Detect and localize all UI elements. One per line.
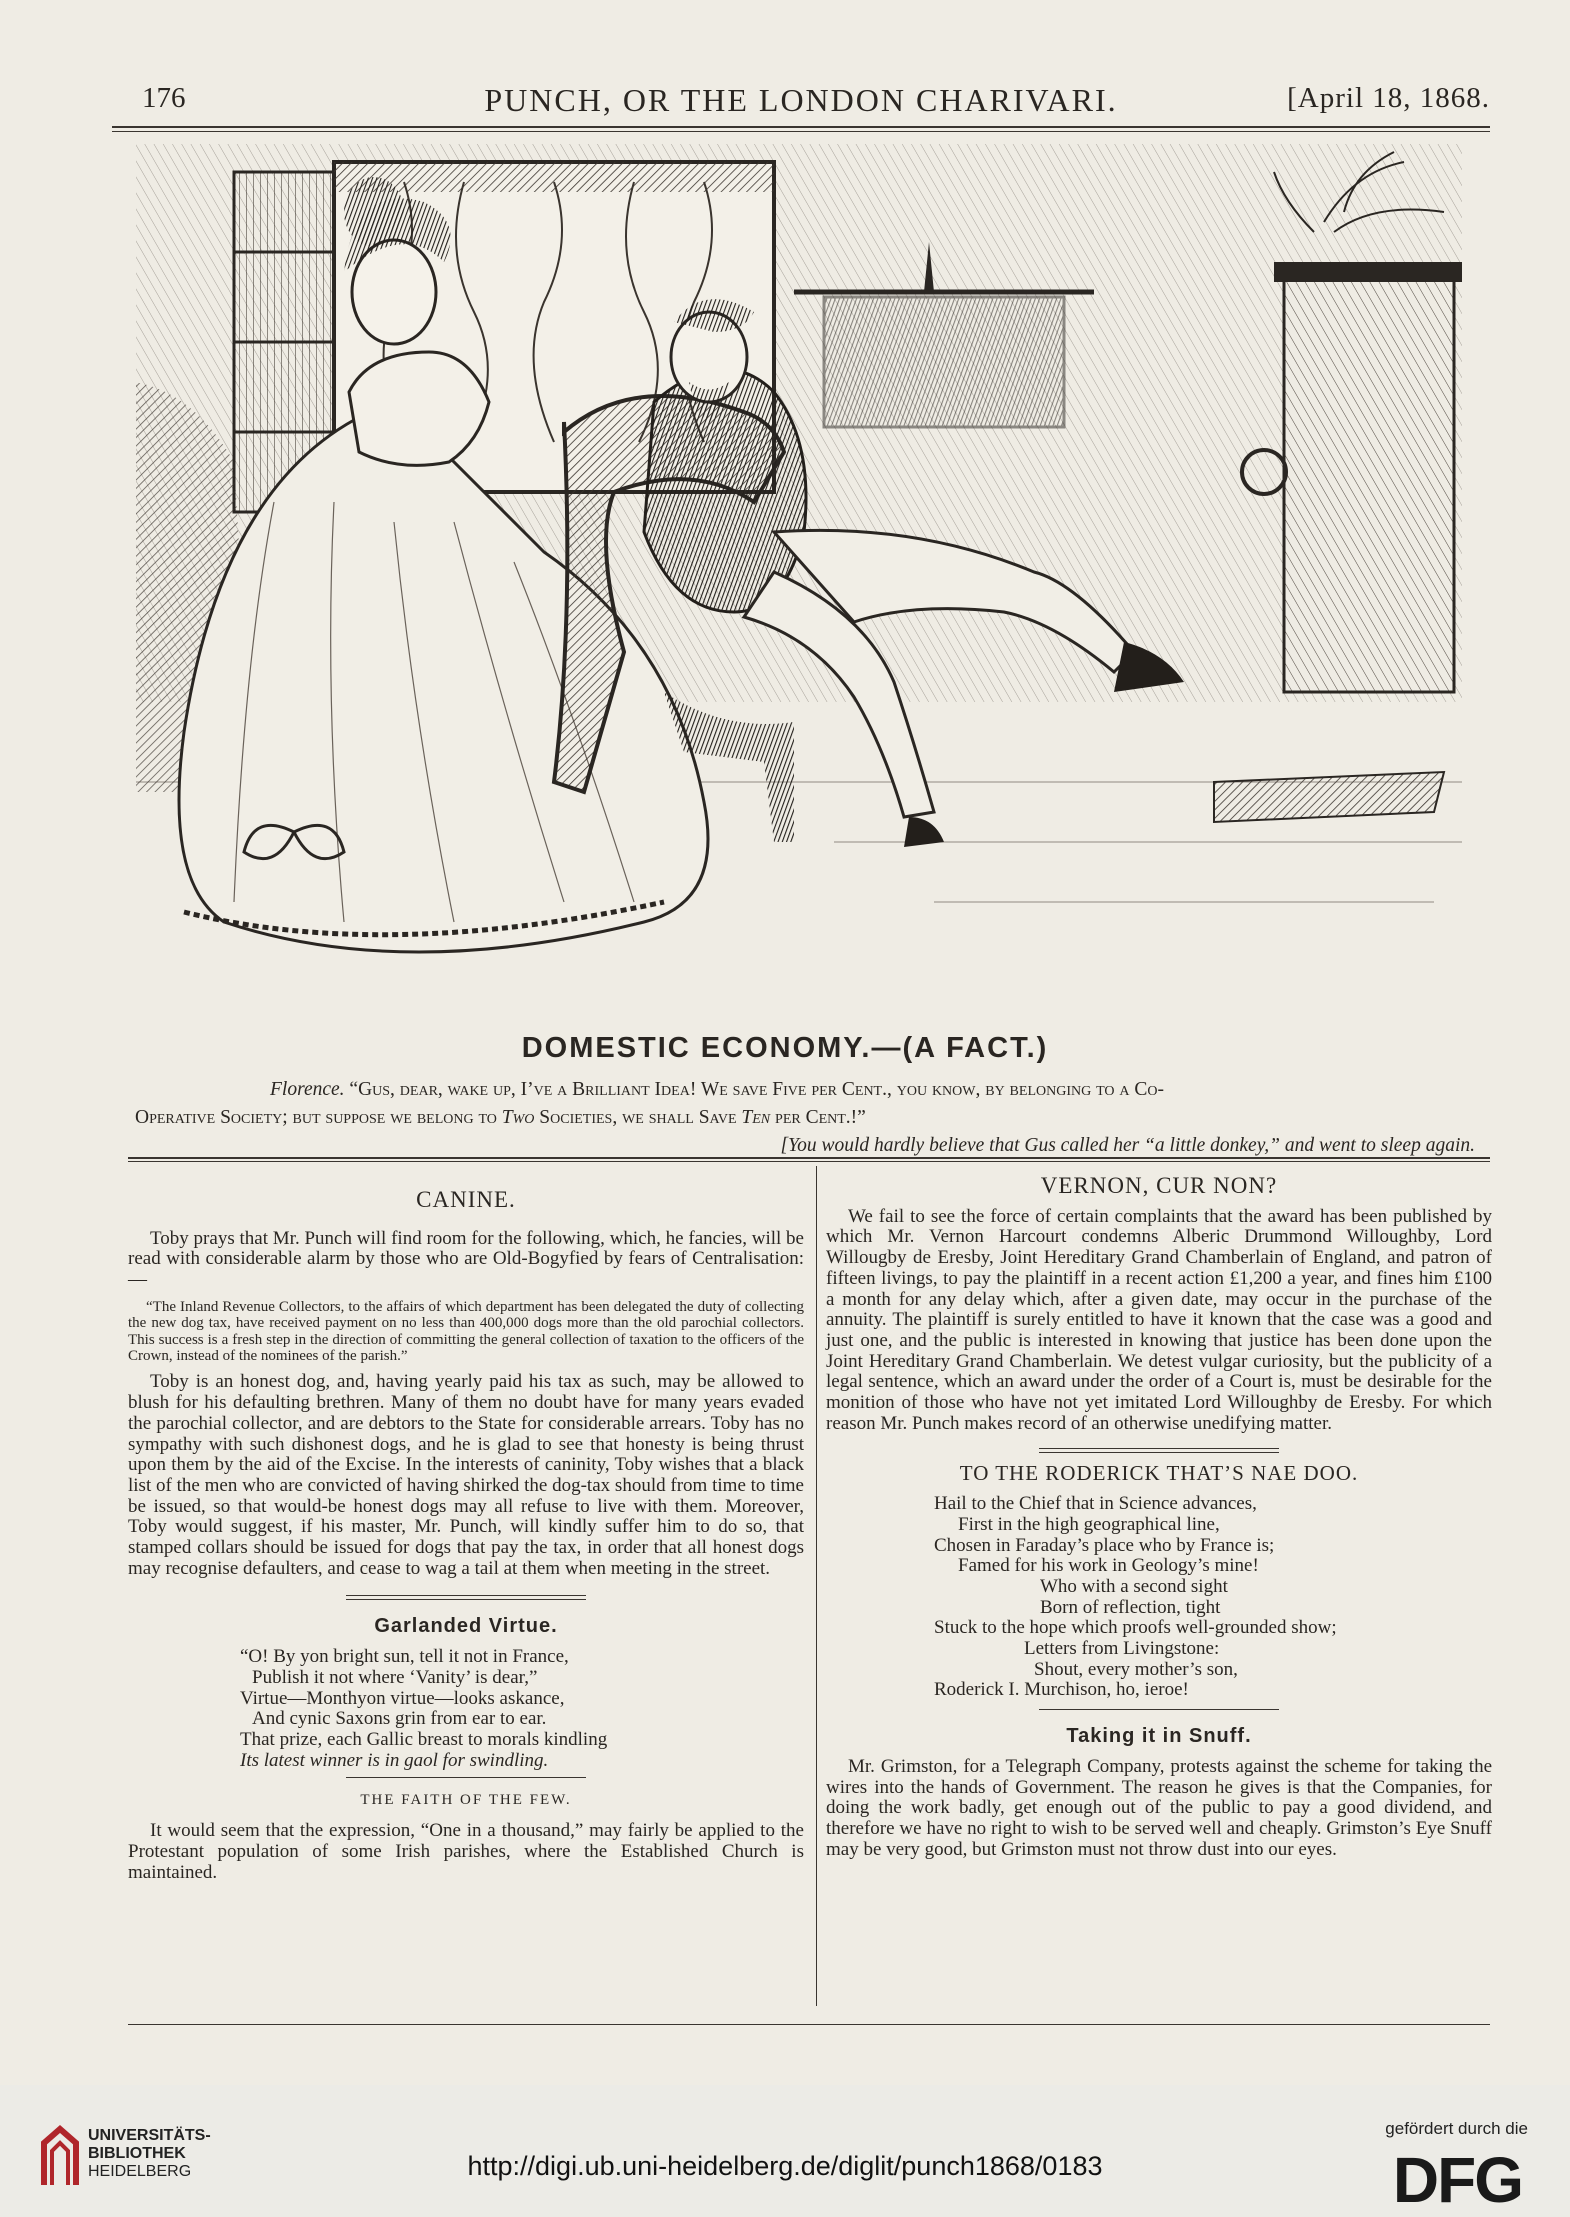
- poem-line: First in the high geographical line,: [958, 1513, 1220, 1535]
- poem-line: And cynic Saxons grin from ear to ear.: [252, 1708, 547, 1730]
- roderick-heading: TO THE RODERICK THAT’S NAE DOO.: [959, 1461, 1359, 1486]
- poem-line: Roderick I. Murchison, ho, ieroe!: [934, 1679, 1189, 1701]
- page-header: [112, 82, 1490, 126]
- canine-paragraph-1: Toby prays that Mr. Punch will find room for the following, which, he fancies, will be read with considerable alarm by those who are Old-Bogyfied by fears of Centralisation:—: [128, 1227, 804, 1291]
- right-column: [826, 1173, 1492, 1860]
- column-divider: [816, 1166, 817, 2006]
- page-number: 176: [142, 82, 186, 114]
- section-separator-5: [1039, 1452, 1279, 1453]
- library-name-line: HEIDELBERG: [88, 2163, 192, 2180]
- header-rule-thin: [112, 131, 1490, 132]
- engraving-drawing: [134, 142, 1464, 1022]
- bottom-rule: [128, 2024, 1490, 2025]
- vernon-heading: VERNON, CUR NON?: [1040, 1173, 1278, 1198]
- cartoon-title: DOMESTIC ECONOMY.—(A FACT.): [521, 1032, 1049, 1064]
- poem-line: Its latest winner is in gaol for swindling.: [240, 1749, 549, 1771]
- permalink-url[interactable]: http://digi.ub.uni-heidelberg.de/diglit/punch1868/0183: [467, 2151, 1103, 2181]
- canine-paragraph-2: Toby is an honest dog, and, having yearly paid his tax as such, may be allowed to blush for his defaulting brethren. Many of them no doubt have for many years evaded the parochial collector, and are debtors to the State for considerable arrears. Toby has no sympathy with such dishonest dogs, and he is glad to see that honesty is being thrust upon them by the aid of the Excise. In the interests of caninity, Toby wishes that a black list of the men who are convicted of having shirked the dog-tax should from time to time be issued, so that would-be honest dogs may all refuse to live with them. Moreover, Toby would suggest, if his master, Mr. Punch, will kindly suffer him to do so, that stamped collars should be issued for dogs that pay the tax, in order that all honest dogs may recognise defaulters, and cease to wag a tail at them when meeting in the street.: [128, 1371, 804, 1579]
- funder-logo: DFG: [1392, 2144, 1522, 2216]
- section-separator-4: [1039, 1448, 1279, 1449]
- canine-heading: CANINE.: [416, 1187, 516, 1212]
- poem-line: Publish it not where ‘Vanity’ is dear,”: [252, 1666, 538, 1688]
- poem-line: Virtue—Monthyon virtue—looks askance,: [240, 1687, 565, 1709]
- caption-speaker: Florence.: [270, 1079, 345, 1100]
- poem-line: Shout, every mother’s son,: [1034, 1658, 1238, 1680]
- viewer-footer: [0, 2105, 1570, 2216]
- cartoon-illustration: [134, 142, 1464, 1022]
- snuff-paragraph: Mr. Grimston, for a Telegraph Company, protests against the scheme for taking the wires into the hands of Government. The reason he gives is that the Companies, for doing the work badly, get enough out of the public to pay a good dividend, and therefore we have no right to wish to be served well and cheaply. Grimston’s Eye Snuff may be very good, but Grimston must not throw dust into our eyes.: [826, 1755, 1492, 1860]
- caption-line-2e: per Cent.!”: [770, 1107, 866, 1128]
- poem-line: Famed for his work in Geology’s mine!: [958, 1555, 1259, 1577]
- poem-line: Hail to the Chief that in Science advances,: [934, 1493, 1257, 1515]
- caption-line-2: [135, 1104, 1475, 1132]
- faith-paragraph: It would seem that the expression, “One in a thousand,” may fairly be applied to the Protestant population of some Irish parishes, where the Established Church is maintained.: [128, 1820, 804, 1883]
- library-name-line: BIBLIOTHEK: [88, 2145, 186, 2162]
- section-separator-2: [346, 1599, 586, 1600]
- roderick-poem: [826, 1494, 1492, 1701]
- header-rule: [112, 126, 1490, 128]
- garlanded-virtue-poem: [128, 1647, 804, 1771]
- left-column: [128, 1187, 804, 1883]
- library-name-line: UNIVERSITÄTS-: [88, 2127, 211, 2144]
- caption-rule-thin: [128, 1161, 1490, 1162]
- poem-line: “O! By yon bright sun, tell it not in France,: [240, 1646, 569, 1668]
- caption-line-2c: Societies, we shall Save: [534, 1107, 742, 1128]
- caption-rule: [128, 1157, 1490, 1159]
- caption-ten: Ten: [741, 1107, 771, 1128]
- poem-line: Letters from Livingstone:: [1024, 1638, 1220, 1660]
- cartoon-caption: [135, 1076, 1475, 1160]
- caption-line-2a: Operative Society; but suppose we belong to: [135, 1107, 502, 1128]
- caption-note: [You would hardly believe that Gus called her “a little donkey,” and went to sleep again.: [780, 1135, 1475, 1156]
- publication-title: PUNCH, OR THE LONDON CHARIVARI.: [484, 82, 1118, 118]
- faith-heading: THE FAITH OF THE FEW.: [360, 1792, 572, 1809]
- caption-two: Two: [501, 1107, 535, 1128]
- caption-line-1: “Gus, dear, wake up, I’ve a Brilliant Idea! We save Five per Cent., you know, by belonging to a Co-: [349, 1079, 1164, 1100]
- poem-line: Born of reflection, tight: [1040, 1596, 1221, 1618]
- funding-note: gefördert durch die: [1385, 2119, 1528, 2138]
- poem-line: Who with a second sight: [1040, 1575, 1228, 1597]
- section-separator: [346, 1595, 586, 1596]
- section-separator-3: [346, 1777, 586, 1778]
- poem-line: Stuck to the hope which proofs well-grounded show;: [934, 1617, 1337, 1639]
- canine-quote: “The Inland Revenue Collectors, to the affairs of which department has been delegated the duty of collecting the new dog tax, have received payment on no less than 400,000 dogs more than the old parochial collectors. This success is a fresh step in the direction of committing the general collection of taxation to the officers of the Crown, instead of the nominees of the parish.”: [128, 1298, 804, 1365]
- issue-date: [April 18, 1868.: [1287, 82, 1490, 114]
- garlanded-virtue-heading: Garlanded Virtue.: [374, 1615, 558, 1638]
- poem-line: That prize, each Gallic breast to morals kindling: [240, 1728, 608, 1750]
- section-separator-6: [1039, 1709, 1279, 1710]
- vernon-paragraph: We fail to see the force of certain complaints that the award has been published by which Mr. Vernon Harcourt condemns Alberic Drummond Willoughby, Lord Willougby de Eresby, Joint Hereditary Grand Chamberlain of England, and patron of fifteen livings, to pay the plaintiff in a recent action £1,200 a year, and fines him £100 a month for any delay which, after a given date, may occur in the purchase of the annuity. The plaintiff is surely entitled to have it known that the case was a good and just one, and the public is interested in knowing that justice has been done upon the Joint Hereditary Grand Chamberlain. We detest vulgar curiosity, but the publicity of a legal sentence, which an award under the order of a Court is, must be desirable for the monition of those who have not yet imitated Lord Willoughby de Eresby. For which reason Mr. Punch makes record of an otherwise unedifying matter.: [826, 1205, 1492, 1434]
- snuff-heading: Taking it in Snuff.: [1066, 1725, 1252, 1748]
- poem-line: Chosen in Faraday’s place who by France is;: [934, 1534, 1275, 1556]
